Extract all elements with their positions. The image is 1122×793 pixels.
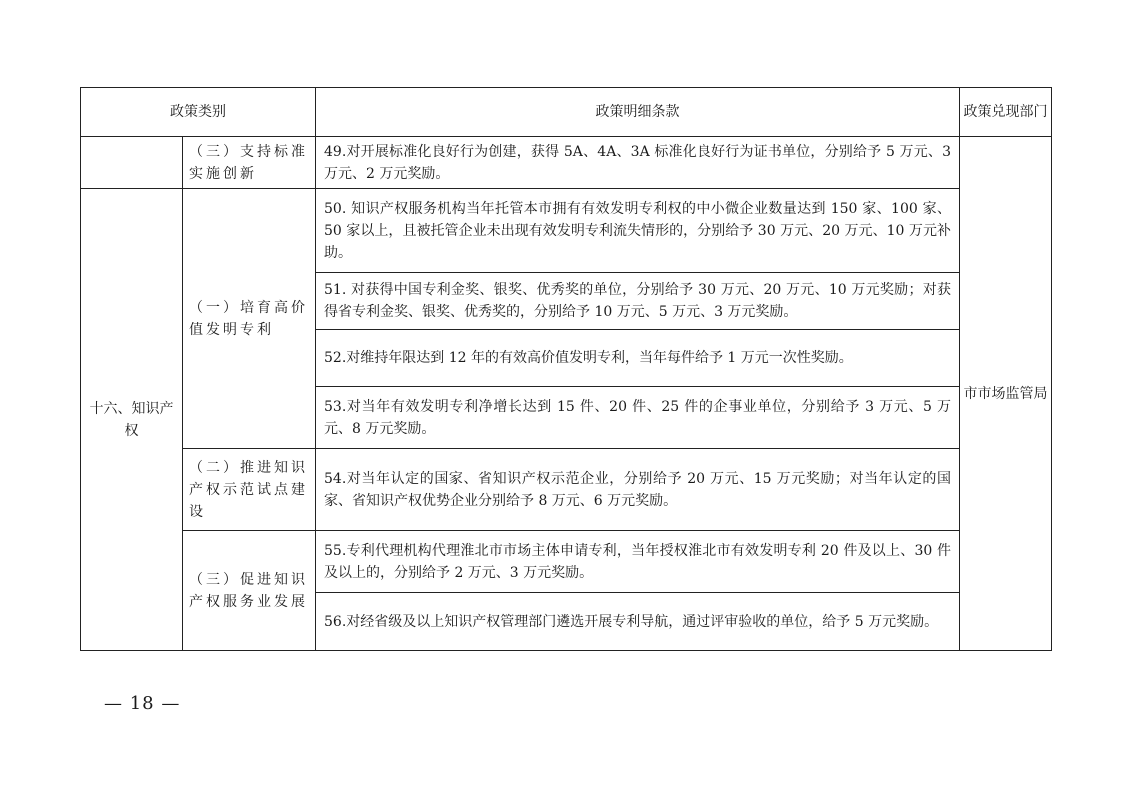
clause-cell: 55.专利代理机构代理淮北市市场主体申请专利，当年授权淮北市有效发明专利 20 件及以上、30 件及以上的，分别给予 2 万元、3 万元奖励。 bbox=[316, 531, 960, 593]
header-category: 政策类别 bbox=[81, 88, 316, 137]
table-row bbox=[81, 137, 1052, 189]
table-row bbox=[81, 531, 1052, 593]
department-cell: 市市场监管局 bbox=[960, 137, 1052, 651]
clause-cell: 50. 知识产权服务机构当年托管本市拥有有效发明专利权的中小微企业数量达到 150 家、100 家、50 家以上，且被托管企业未出现有效发明专利流失情形的，分别给予 30 万元、20 万元、10 万元补助。 bbox=[316, 189, 960, 273]
header-row bbox=[81, 88, 1052, 137]
clause-cell: 51. 对获得中国专利金奖、银奖、优秀奖的单位，分别给予 30 万元、20 万元、10 万元奖励；对获得省专利金奖、银奖、优秀奖的，分别给予 10 万元、5 万元、3 万元奖励。 bbox=[316, 273, 960, 330]
empty-category-cell bbox=[81, 137, 183, 189]
subcategory-cell: （二）推进知识产权示范试点建设 bbox=[183, 449, 316, 531]
clause-cell: 53.对当年有效发明专利净增长达到 15 件、20 件、25 件的企事业单位，分别给予 3 万元、5 万元、8 万元奖励。 bbox=[316, 387, 960, 449]
clause-cell: 49.对开展标准化良好行为创建，获得 5A、4A、3A 标准化良好行为证书单位，分别给予 5 万元、3 万元、2 万元奖励。 bbox=[316, 137, 960, 189]
policy-table bbox=[80, 87, 1052, 651]
table-row bbox=[81, 449, 1052, 531]
clause-cell: 56.对经省级及以上知识产权管理部门遴选开展专利导航，通过评审验收的单位，给予 5 万元奖励。 bbox=[316, 593, 960, 651]
header-department: 政策兑现部门 bbox=[960, 88, 1052, 137]
clause-cell: 52.对维持年限达到 12 年的有效高价值发明专利，当年每件给予 1 万元一次性奖励。 bbox=[316, 330, 960, 387]
table-row bbox=[81, 189, 1052, 273]
subcategory-cell: （三）促进知识产权服务业发展 bbox=[183, 531, 316, 651]
header-details: 政策明细条款 bbox=[316, 88, 960, 137]
subcategory-cell: （三）支持标准实施创新 bbox=[183, 137, 316, 189]
clause-cell: 54.对当年认定的国家、省知识产权示范企业，分别给予 20 万元、15 万元奖励；对当年认定的国家、省知识产权优势企业分别给予 8 万元、6 万元奖励。 bbox=[316, 449, 960, 531]
subcategory-cell: （一）培育高价值发明专利 bbox=[183, 189, 316, 449]
category-cell: 十六、知识产权 bbox=[81, 189, 183, 651]
page-number: — 18 — bbox=[104, 693, 181, 714]
